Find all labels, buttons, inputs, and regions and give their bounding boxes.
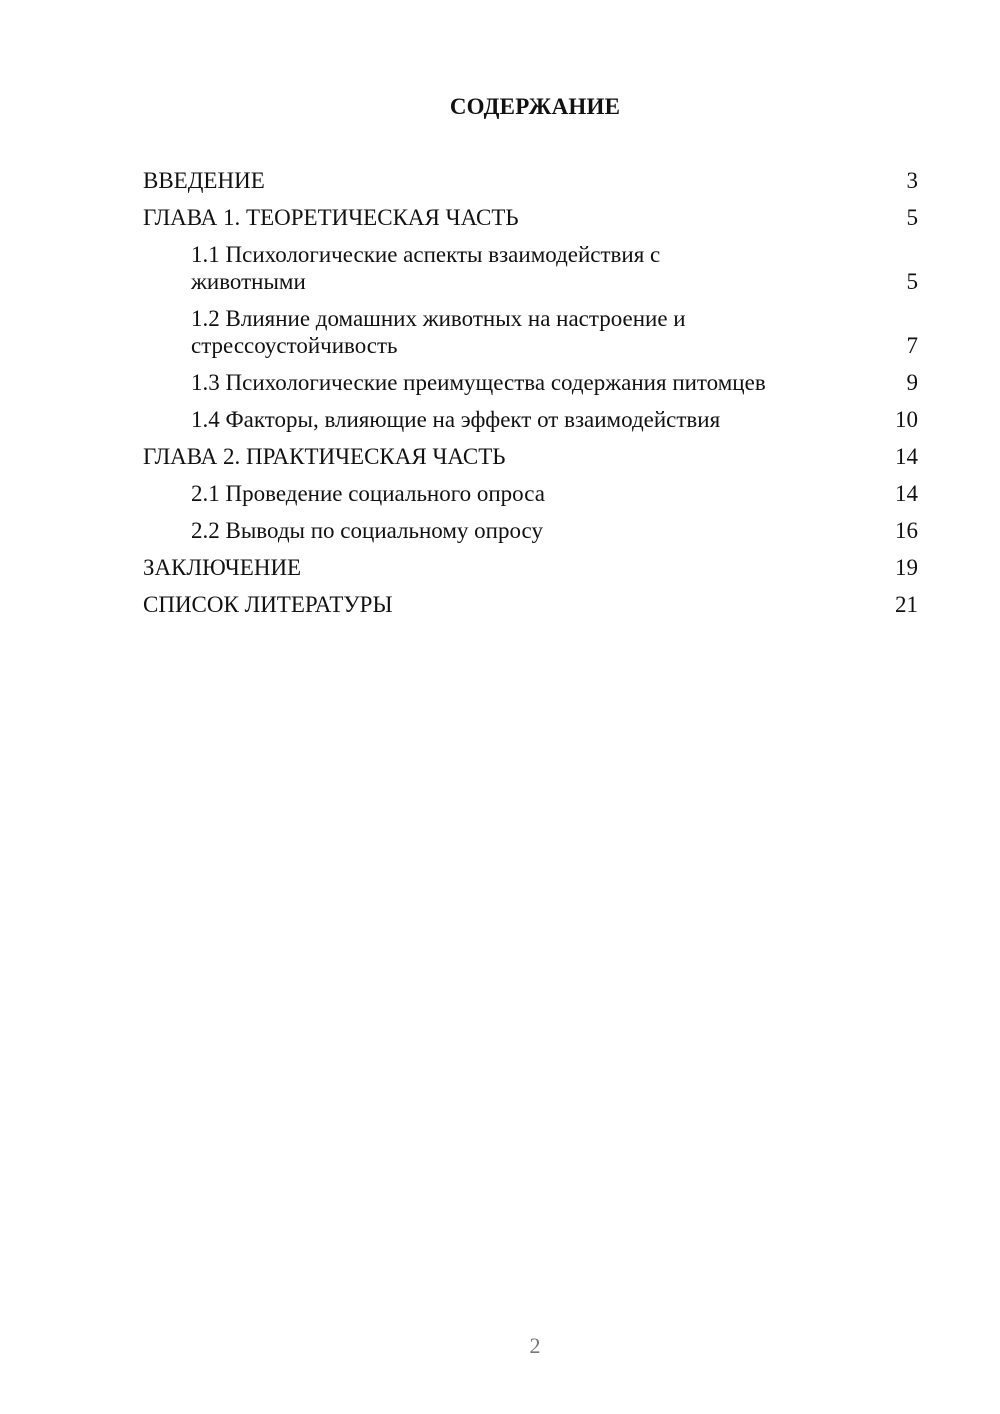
toc-entry-section-2-2[interactable]	[143, 517, 918, 544]
toc-entry-page: 19	[895, 555, 918, 580]
toc-entry-bibliography[interactable]	[143, 591, 918, 618]
toc-entry-page: 5	[906, 269, 918, 294]
toc-entry-page: 14	[895, 444, 918, 469]
table-of-contents	[143, 167, 918, 628]
toc-entry-chapter-2[interactable]	[143, 443, 918, 470]
toc-entry-title: 2.2 Выводы по социальному опросу	[191, 518, 543, 543]
toc-entry-page: 21	[895, 592, 918, 617]
toc-entry-title: ГЛАВА 1. ТЕОРЕТИЧЕСКАЯ ЧАСТЬ	[143, 205, 519, 230]
toc-entry-section-1-2[interactable]	[143, 305, 918, 359]
toc-entry-page: 7	[906, 333, 918, 358]
toc-entry-page: 16	[895, 518, 918, 543]
toc-entry-section-1-4[interactable]	[143, 406, 918, 433]
toc-entry-title: ЗАКЛЮЧЕНИЕ	[143, 555, 302, 580]
toc-entry-chapter-1[interactable]	[143, 204, 918, 231]
toc-entry-title: СПИСОК ЛИТЕРАТУРЫ	[143, 592, 393, 617]
toc-entry-section-2-1[interactable]	[143, 480, 918, 507]
toc-entry-title: 1.1 Психологические аспекты взаимодействия с животными	[191, 242, 661, 294]
toc-entry-title: ГЛАВА 2. ПРАКТИЧЕСКАЯ ЧАСТЬ	[143, 444, 506, 469]
toc-entry-page: 5	[906, 205, 918, 230]
toc-entry-page: 3	[906, 168, 918, 193]
page-number: 2	[529, 1333, 541, 1358]
page-title: СОДЕРЖАНИЕ	[449, 94, 621, 119]
toc-entry-title: 1.3 Психологические преимущества содержания питомцев	[191, 370, 766, 395]
toc-entry-page: 14	[895, 481, 918, 506]
toc-entry-section-1-1[interactable]	[143, 241, 918, 295]
toc-entry-title: ВВЕДЕНИЕ	[143, 168, 265, 193]
toc-entry-title: 1.4 Факторы, влияющие на эффект от взаимодействия	[191, 407, 721, 432]
toc-entry-introduction[interactable]	[143, 167, 918, 194]
toc-entry-title: 2.1 Проведение социального опроса	[191, 481, 545, 506]
toc-entry-section-1-3[interactable]	[143, 369, 918, 396]
toc-entry-page: 10	[895, 407, 918, 432]
toc-entry-page: 9	[906, 370, 918, 395]
toc-entry-conclusion[interactable]	[143, 554, 918, 581]
toc-entry-title: 1.2 Влияние домашних животных на настроение и стрессоустойчивость	[191, 306, 686, 358]
